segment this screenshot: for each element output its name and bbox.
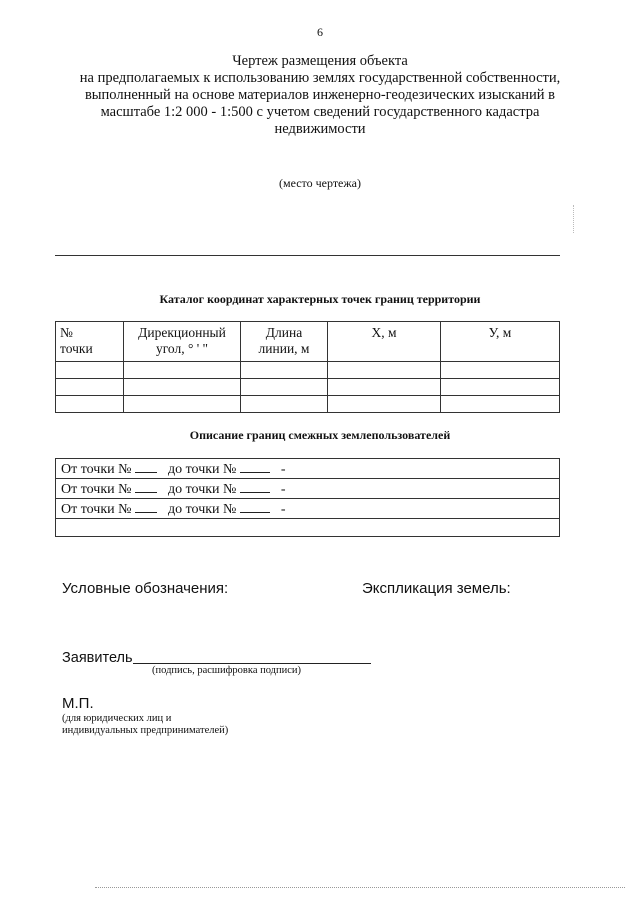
- table-cell: [124, 379, 241, 396]
- header-y: У, м: [441, 322, 560, 362]
- table-cell: [56, 379, 124, 396]
- heading-line-2: на предполагаемых к использованию землях государственной собственности,: [79, 70, 561, 86]
- table-cell: [441, 396, 560, 413]
- dash: -: [280, 482, 286, 497]
- table-cell: [241, 379, 328, 396]
- stamp-note-line2: индивидуальных предпринимателей): [62, 725, 229, 736]
- explication-label: Экспликация земель:: [362, 580, 511, 597]
- header-point-number: [56, 322, 124, 362]
- from-blank: [135, 459, 157, 473]
- table-row: [56, 459, 560, 479]
- signature-hint: (подпись, расшифровка подписи): [152, 665, 302, 676]
- heading-line-3: выполненный на основе материалов инженерно-геодезических изысканий в: [84, 87, 556, 103]
- heading-line-4: масштабе 1:2 000 - 1:500 с учетом сведений государственного кадастра: [100, 104, 540, 120]
- from-blank: [135, 479, 157, 493]
- header-point-number-line1: №: [60, 325, 73, 340]
- table-row: [56, 499, 560, 519]
- drawing-bottom-rule: [55, 255, 560, 256]
- header-length-line2: линии, м: [258, 341, 310, 356]
- table-row: [56, 519, 560, 537]
- table-cell: [241, 396, 328, 413]
- page-number: 6: [317, 25, 323, 39]
- table-row: [56, 379, 560, 396]
- table-cell: [124, 396, 241, 413]
- to-blank: [240, 479, 270, 493]
- from-label: От точки №: [61, 462, 132, 477]
- header-angle-line2: угол, ° ' ": [155, 341, 209, 356]
- table-row: [56, 362, 560, 379]
- table-cell: [56, 396, 124, 413]
- table-cell: [124, 362, 241, 379]
- header-length-line1: Длина: [265, 325, 303, 340]
- table-cell: [441, 362, 560, 379]
- dash: -: [280, 502, 286, 517]
- table-cell: [328, 362, 441, 379]
- drawing-place-label: (место чертежа): [278, 176, 361, 190]
- border-entry: [56, 459, 560, 479]
- heading-line-5: недвижимости: [274, 121, 366, 137]
- to-label: до точки №: [168, 462, 237, 477]
- from-blank: [135, 499, 157, 513]
- border-entry-empty: [56, 519, 560, 537]
- border-entry: [56, 499, 560, 519]
- to-label: до точки №: [168, 502, 237, 517]
- heading-line-1: Чертеж размещения объекта: [232, 53, 408, 69]
- table-cell: [56, 362, 124, 379]
- stamp-note-line1: (для юридических лиц и: [62, 713, 172, 724]
- coords-table-header: [56, 322, 560, 362]
- header-line-length: [241, 322, 328, 362]
- coords-table-title: Каталог координат характерных точек границ территории: [159, 292, 481, 306]
- header-direction-angle: [124, 322, 241, 362]
- document-heading: [60, 53, 580, 138]
- coords-table: [55, 321, 560, 413]
- scan-edge-mark: [573, 205, 575, 233]
- table-cell: [441, 379, 560, 396]
- dash: -: [280, 462, 286, 477]
- to-blank: [240, 459, 270, 473]
- stamp-note: [62, 713, 228, 737]
- header-x: X, м: [328, 322, 441, 362]
- table-row: [56, 396, 560, 413]
- table-row: [56, 479, 560, 499]
- from-label: От точки №: [61, 502, 132, 517]
- legend-label: Условные обозначения:: [62, 580, 229, 597]
- to-blank: [240, 499, 270, 513]
- table-cell: [328, 396, 441, 413]
- scan-bottom-edge: [95, 887, 625, 888]
- from-label: От точки №: [61, 482, 132, 497]
- table-cell: [241, 362, 328, 379]
- to-label: до точки №: [168, 482, 237, 497]
- signature-line: [133, 663, 371, 664]
- header-angle-line1: Дирекционный: [138, 325, 226, 340]
- stamp-label: М.П.: [62, 695, 94, 712]
- header-point-number-line2: точки: [60, 341, 93, 356]
- border-entry: [56, 479, 560, 499]
- borders-table: [55, 458, 560, 537]
- applicant-label: Заявитель: [62, 650, 133, 666]
- table-cell: [328, 379, 441, 396]
- borders-table-title: Описание границ смежных землепользователей: [189, 428, 451, 442]
